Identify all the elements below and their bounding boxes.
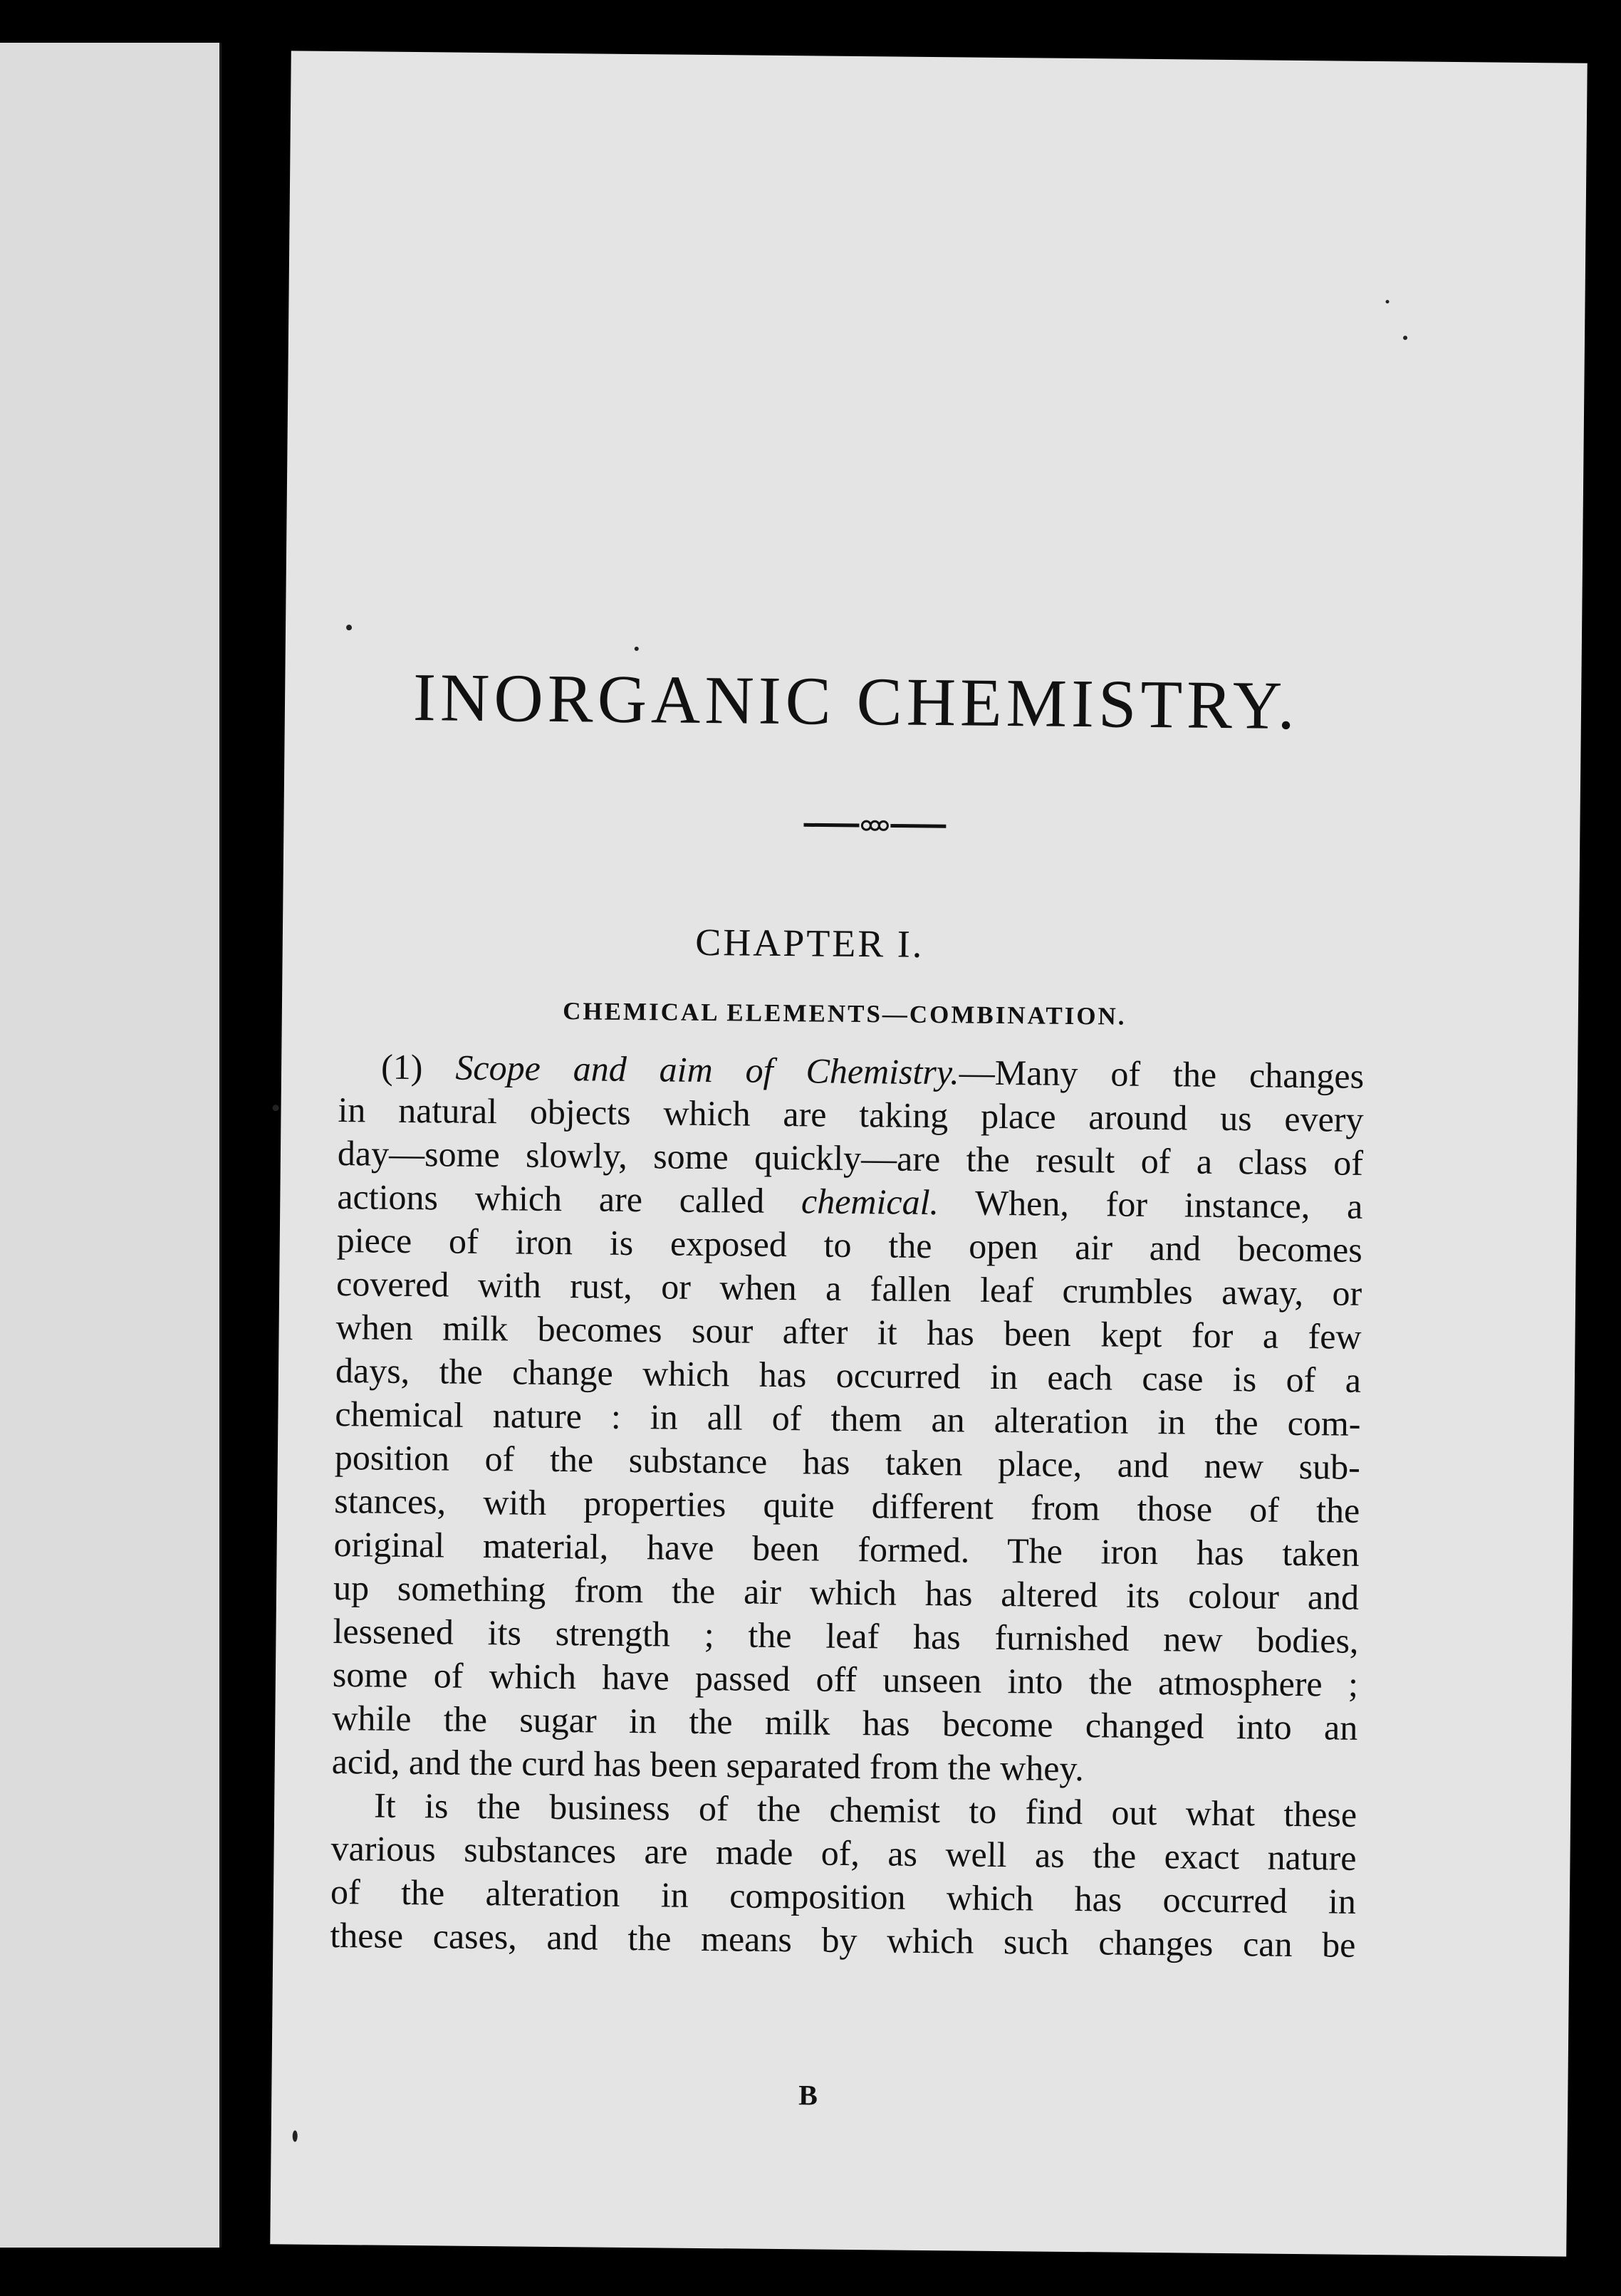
book-page (270, 51, 1587, 2256)
text-line: piece of iron is exposed to the open air and becomes (336, 1220, 1363, 1270)
ornament-divider (803, 810, 946, 840)
facing-page (0, 43, 221, 2248)
italic-term: chemical. (801, 1181, 939, 1223)
text-line: covered with rust, or when a fallen leaf crumbles away, or (335, 1263, 1362, 1313)
text-line: up something from the air which has altered its colour and (333, 1567, 1360, 1617)
body-text (330, 1045, 1364, 1967)
signature-mark: B (798, 2079, 818, 2112)
text-line: position of the substance has taken place, and new sub- (334, 1437, 1361, 1487)
speck (273, 1105, 279, 1111)
chapter-subheading: CHEMICAL ELEMENTS—COMBINATION. (563, 997, 1127, 1030)
text-line: stances, with properties quite different from those of the (334, 1481, 1360, 1530)
chapter-heading: CHAPTER I. (695, 920, 924, 966)
text-line: of the alteration in composition which has occurred in (330, 1871, 1357, 1921)
page-title: INORGANIC CHEMISTRY. (412, 659, 1300, 743)
text-line: while the sugar in the milk has become changed into an (332, 1697, 1358, 1748)
speck (1385, 300, 1389, 303)
text-fragment: actions which are called (337, 1176, 802, 1221)
text-line: days, the change which has occurred in each case is of a (335, 1350, 1362, 1400)
text-line: original material, have been formed. The iron has taken (333, 1524, 1360, 1574)
speck (293, 2130, 298, 2141)
text-line: lessened its strength ; the leaf has furnished new bodies, (333, 1611, 1359, 1661)
text-line-rest: —Many of the changes (959, 1052, 1365, 1096)
speck (635, 647, 639, 651)
speck (1403, 335, 1407, 340)
speck (346, 625, 352, 630)
text-line: acid, and the curd has been separated from the whey. (331, 1741, 1085, 1789)
paragraph-number: (1) (380, 1046, 423, 1087)
text-line: these cases, and the means by which such changes can be (330, 1914, 1356, 1965)
text-line: in natural objects which are taking place around us every (338, 1090, 1364, 1139)
text-line: various substances are made of, as well as the exact nature (330, 1827, 1357, 1878)
text-line: It is the business of the chemist to find out what these (373, 1785, 1357, 1835)
text-line: chemical nature : in all of them an alteration in the com- (335, 1394, 1361, 1444)
text-line: when milk becomes sour after it has been kept for a few (335, 1307, 1362, 1357)
text-fragment: When, for instance, a (938, 1182, 1363, 1226)
text-line: some of which have passed off unseen into the atmosphere ; (332, 1654, 1359, 1704)
text-line: day—some slowly, some quickly—are the result of a class of (337, 1133, 1364, 1183)
section-heading: Scope and aim of Chemistry. (455, 1047, 960, 1092)
